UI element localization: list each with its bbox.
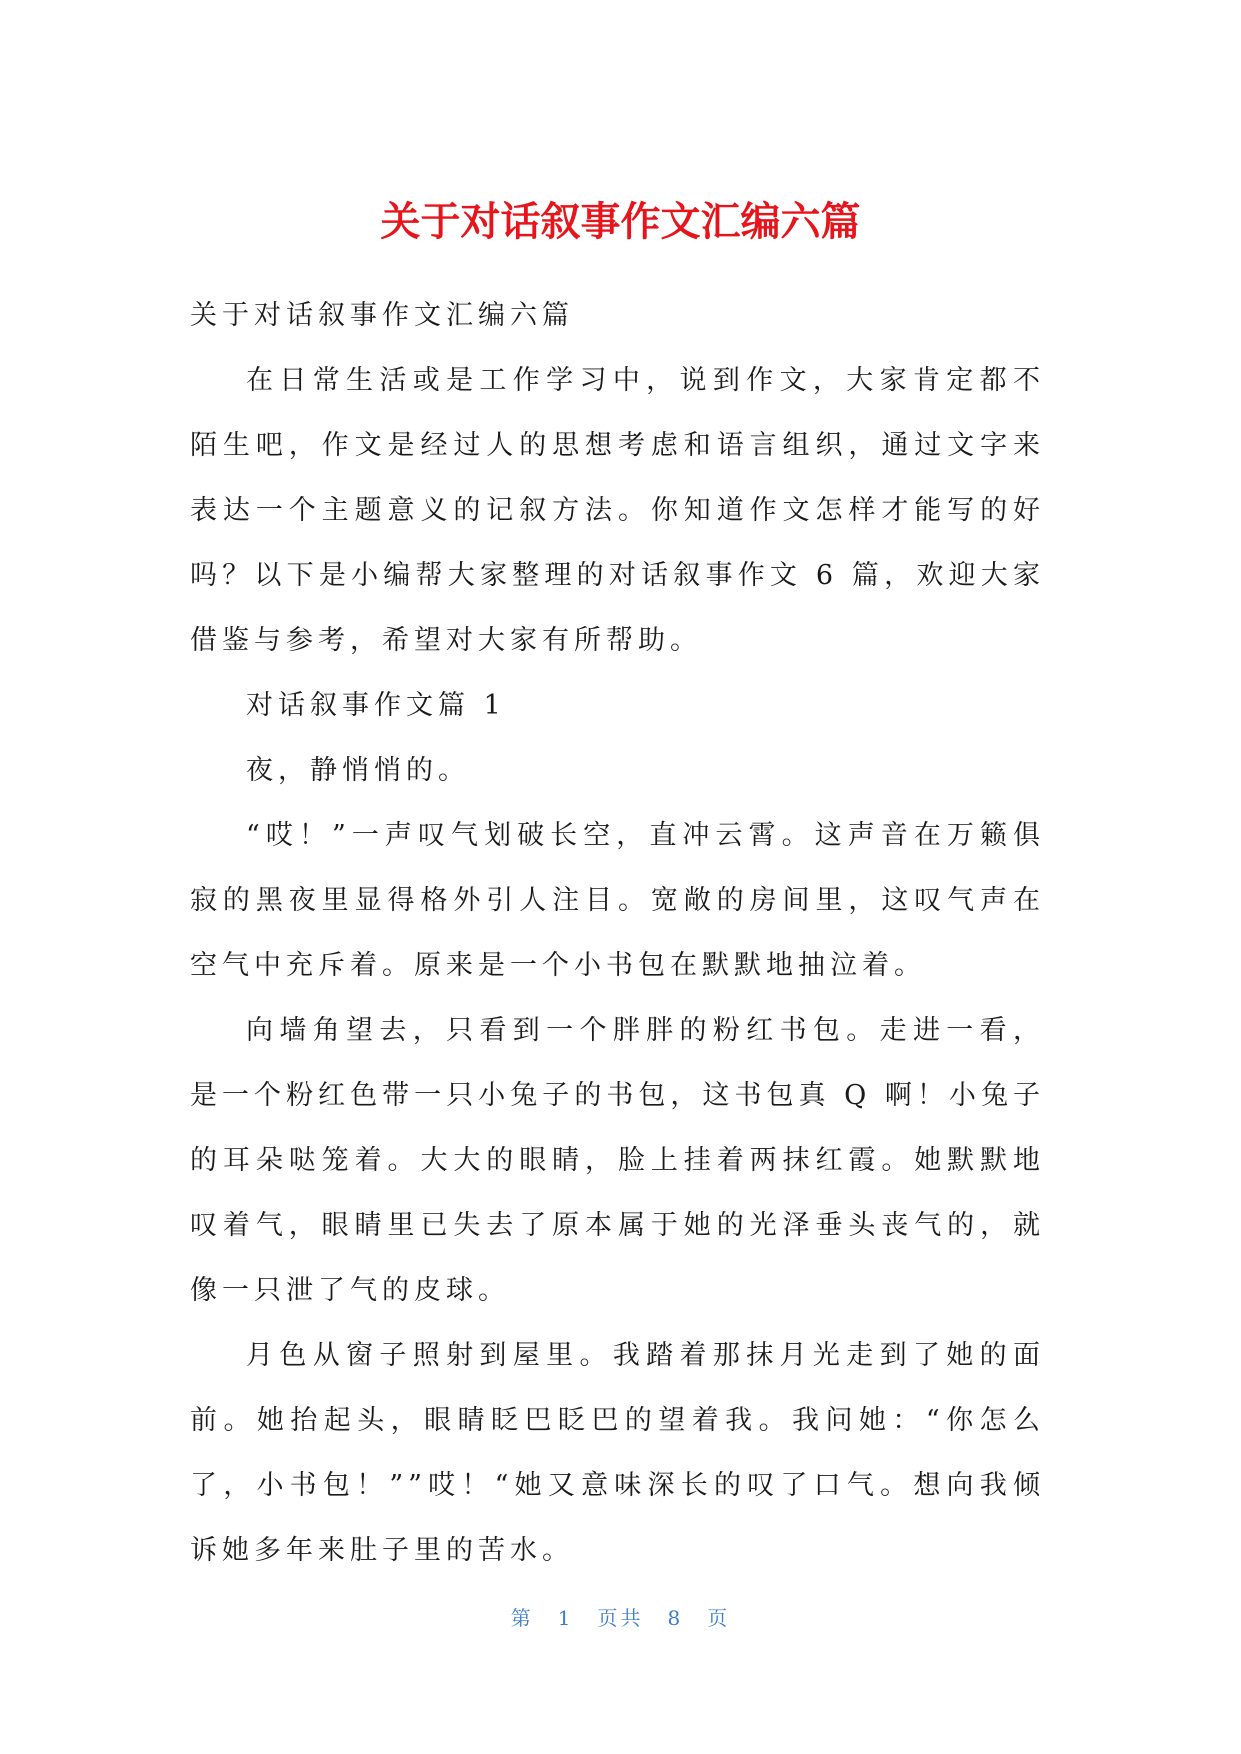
footer-total-pages: 8: [667, 1606, 684, 1630]
intro-paragraph: 在日常生活或是工作学习中，说到作文，大家肯定都不陌生吧，作文是经过人的思想考虑和语言组织，通过文字来表达一个主题意义的记叙方法。你知道作文怎样才能写的好吗？以下是小编帮大家整理的对话叙事作文 6 篇，欢迎大家借鉴与参考，希望对大家有所帮助。: [190, 365, 1045, 656]
footer-middle: 页共: [597, 1606, 644, 1630]
section-heading: 对话叙事作文篇 1: [246, 690, 506, 721]
subtitle-paragraph: 关于对话叙事作文汇编六篇: [190, 300, 574, 331]
body-paragraph: 夜，静悄悄的。: [246, 755, 470, 786]
document-body: [190, 283, 1045, 1583]
body-paragraph: 向墙角望去，只看到一个胖胖的粉红书包。走进一看，是一个粉红色带一只小兔子的书包，这书包真 Q 啊！小兔子的耳朵哒笼着。大大的眼睛，脸上挂着两抹红霞。她默默地叹着气，眼睛里已失去了原本属于她的光泽垂头丧气的，就像一只泄了气的皮球。: [190, 1015, 1045, 1306]
body-paragraph: “哎！”一声叹气划破长空，直冲云霄。这声音在万籁俱寂的黑夜里显得格外引人注目。宽敞的房间里，这叹气声在空气中充斥着。原来是一个小书包在默默地抽泣着。: [190, 820, 1045, 981]
page-footer: [0, 1604, 1241, 1632]
footer-current-page: 1: [557, 1606, 574, 1630]
document-title: 关于对话叙事作文汇编六篇: [380, 199, 861, 245]
footer-prefix: 第: [510, 1606, 534, 1630]
body-paragraph: 月色从窗子照射到屋里。我踏着那抹月光走到了她的面前。她抬起头，眼睛眨巴眨巴的望着我。我问她：“你怎么了，小书包！””哎！“她又意味深长的叹了口气。想向我倾诉她多年来肚子里的苦水。: [190, 1340, 1045, 1566]
footer-suffix: 页: [707, 1606, 731, 1630]
